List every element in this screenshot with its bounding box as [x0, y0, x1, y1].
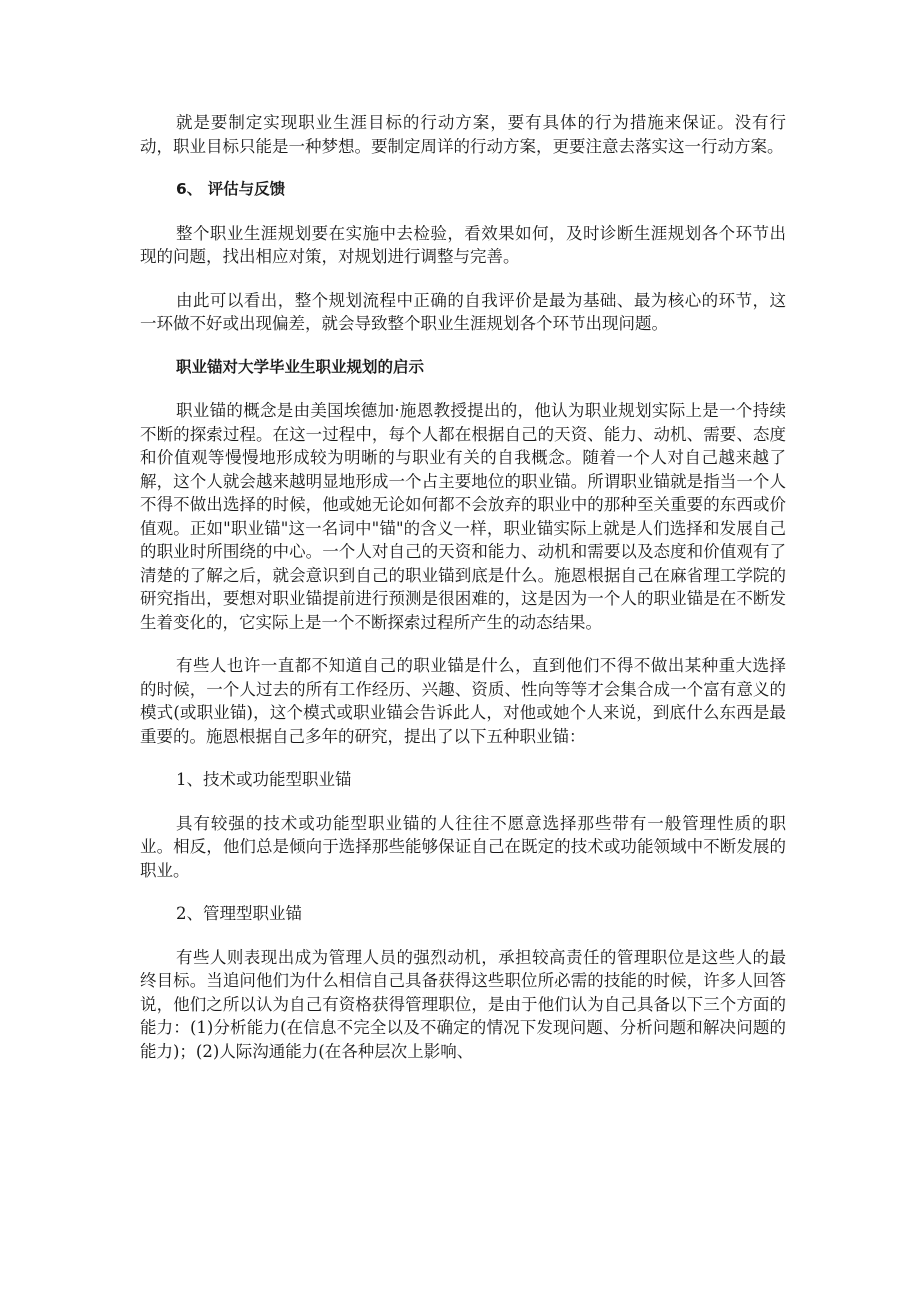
subheading-technical-anchor: 1、技术或功能型职业锚 [176, 770, 352, 789]
paragraph-management-anchor: 有些人则表现出成为管理人员的强烈动机，承担较高责任的管理职位是这些人的最终目标。当追问他们为什么相信自己具备获得这些职位所必需的技能的时候，许多人回答说，他们之所以认为自己有资格获得管理职位，是由于他们认为自己具备以下三个方面的能力：(1)分析能力(在信息不完全以及不确定的情况下发现问题、分析问题和解决问题的能力)；(2)人际沟通能力(在各种层次上影响、 [140, 947, 786, 1061]
heading-evaluation-feedback: 6、 评估与反馈 [176, 180, 286, 198]
paragraph-conclusion: 由此可以看出，整个规划流程中正确的自我评价是最为基础、最为核心的环节，这一环做不好或出现偏差，就会导致整个职业生涯规划各个环节出现问题。 [140, 290, 786, 333]
paragraph-action-plan: 就是要制定实现职业生涯目标的行动方案，要有具体的行为措施来保证。没有行动，职业目标只能是一种梦想。要制定周详的行动方案，更要注意去落实这一行动方案。 [140, 113, 786, 156]
subheading-management-anchor: 2、管理型职业锚 [176, 904, 302, 923]
heading-career-anchor: 职业锚对大学毕业生职业规划的启示 [176, 357, 425, 376]
document-body [140, 111, 786, 1083]
paragraph-career-anchor-concept: 职业锚的概念是由美国埃德加·施恩教授提出的，他认为职业规划实际上是一个持续不断的探索过程。在这一过程中，每个人都在根据自己的天资、能力、动机、需要、态度和价值观等慢慢地形成较为明晰的与职业有关的自我概念。随着一个人对自己越来越了解，这个人就会越来越明显地形成一个占主要地位的职业锚。所谓职业锚就是指当一个人不得不做出选择的时候，他或她无论如何都不会放弃的职业中的那种至关重要的东西或价值观。正如"职业锚"这一名词中"锚"的含义一样，职业锚实际上就是人们选择和发展自己的职业时所围绕的中心。一个人对自己的天资和能力、动机和需要以及态度和价值观有了清楚的了解之后，就会意识到自己的职业锚到底是什么。施恩根据自己在麻省理工学院的研究指出，要想对职业锚提前进行预测是很困难的，这是因为一个人的职业锚是在不断发生着变化的，它实际上是一个不断探索过程所产生的动态结果。 [140, 401, 786, 632]
paragraph-five-anchors-intro: 有些人也许一直都不知道自己的职业锚是什么，直到他们不得不做出某种重大选择的时候，一个人过去的所有工作经历、兴趣、资质、性向等等才会集合成一个富有意义的模式(或职业锚)，这个模式或职业锚会告诉此人，对他或她个人来说，到底什么东西是最重要的。施恩根据自己多年的研究，提出了以下五种职业锚： [140, 656, 786, 746]
paragraph-evaluation: 整个职业生涯规划要在实施中去检验，看效果如何，及时诊断生涯规划各个环节出现的问题，找出相应对策，对规划进行调整与完善。 [140, 223, 786, 266]
paragraph-technical-anchor: 具有较强的技术或功能型职业锚的人往往不愿意选择那些带有一般管理性质的职业。相反，他们总是倾向于选择那些能够保证自己在既定的技术或功能领域中不断发展的职业。 [140, 813, 786, 880]
